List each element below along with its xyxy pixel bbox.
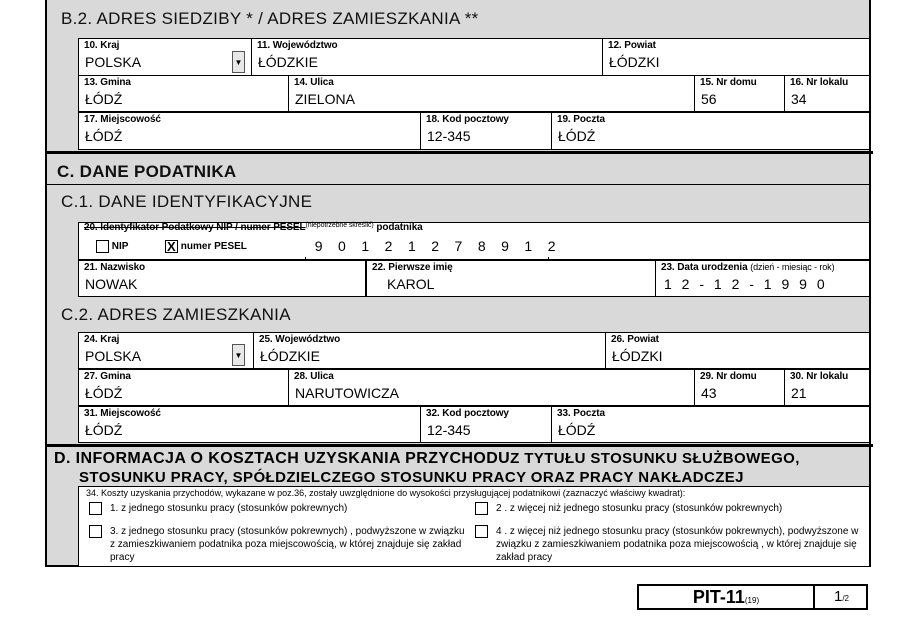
c2-miejscowosc-field[interactable]: 31. Miejscowość ŁÓDŹ bbox=[78, 407, 420, 442]
pesel-digit: 2 bbox=[431, 238, 440, 254]
pesel-option[interactable]: X numer PESEL bbox=[165, 240, 247, 253]
section-c-header: C. DANE PODATNIKA bbox=[57, 162, 237, 181]
imie-field[interactable]: 22. Pierwsze imię KAROL bbox=[365, 261, 655, 296]
form-id: PIT-11(19) bbox=[639, 586, 815, 608]
data-urodzenia-field[interactable]: 23. Data urodzenia (dzień - miesiąc - rok) 1 2 - 1 2 - 1 9 9 0 bbox=[655, 261, 869, 296]
c2-row-3 bbox=[78, 406, 869, 443]
b2-powiat-field[interactable]: 12. Powiat ŁÓDZKI bbox=[602, 39, 869, 75]
section-divider bbox=[47, 151, 873, 154]
c2-kraj-field[interactable]: 24. Kraj POLSKA ▼ bbox=[78, 333, 248, 368]
pesel-digit: 0 bbox=[338, 238, 346, 254]
b2-gmina-field[interactable]: 13. Gmina ŁÓDŹ bbox=[78, 76, 288, 111]
c2-row-1 bbox=[78, 332, 869, 369]
ident-label: 20. Identyfikator Podatkowy NIP / numer PESEL bbox=[84, 222, 306, 233]
pesel-digit: 2 bbox=[547, 238, 556, 254]
section-c2-header: C.2. ADRES ZAMIESZKANIA bbox=[61, 305, 291, 324]
c1-name-row bbox=[78, 260, 869, 297]
c2-ulica-field[interactable]: 28. Ulica NARUTOWICZA bbox=[288, 370, 694, 405]
section-c1-header: C.1. DANE IDENTYFIKACYJNE bbox=[61, 192, 313, 211]
ident-note: (niepotrzebne skreślić) bbox=[305, 222, 374, 229]
c2-row-2 bbox=[78, 369, 869, 406]
b2-kraj-field[interactable]: 10. Kraj POLSKA ▼ bbox=[78, 39, 248, 75]
q34-checkbox-2[interactable] bbox=[475, 502, 488, 515]
b2-miejscowosc-field[interactable]: 17. Miejscowość ŁÓDŹ bbox=[78, 113, 420, 149]
pesel-digit: 7 bbox=[454, 238, 463, 254]
q34-label: 34. Koszty uzyskania przychodów, wykazane w poz.36, zostały uwzględnione do wysokości przysługującej podatnikowi (zaznaczyć właściwy kwadrat): bbox=[86, 488, 686, 498]
b2-poczta-field[interactable]: 19. Poczta ŁÓDŹ bbox=[551, 113, 869, 149]
b2-kod-field[interactable]: 18. Kod pocztowy 12-345 bbox=[420, 113, 551, 149]
pesel-digit: 1 bbox=[361, 238, 370, 254]
c2-nr-lokalu-field[interactable]: 30. Nr lokalu 21 bbox=[784, 370, 869, 405]
c1-ident-row bbox=[78, 222, 869, 260]
form-footer bbox=[637, 584, 868, 610]
c2-gmina-field[interactable]: 27. Gmina ŁÓDŹ bbox=[78, 370, 288, 405]
pesel-checkbox[interactable] bbox=[165, 240, 178, 253]
q34-checkbox-3[interactable] bbox=[89, 525, 102, 538]
chevron-down-icon[interactable]: ▼ bbox=[232, 344, 245, 366]
c2-nr-domu-field[interactable]: 29. Nr domu 43 bbox=[694, 370, 784, 405]
pesel-digit: 1 bbox=[524, 238, 533, 254]
section-b2-header: B.2. ADRES SIEDZIBY * / ADRES ZAMIESZKANIA ** bbox=[61, 9, 479, 28]
b2-wojewodztwo-field[interactable]: 11. Województwo ŁÓDZKIE bbox=[251, 39, 601, 75]
nip-checkbox[interactable] bbox=[96, 240, 109, 253]
b2-ulica-field[interactable]: 14. Ulica ZIELONA bbox=[288, 76, 694, 111]
q34-checkbox-4[interactable] bbox=[475, 525, 488, 538]
nazwisko-field[interactable]: 21. Nazwisko NOWAK bbox=[78, 261, 365, 296]
pesel-digit: 2 bbox=[384, 238, 393, 254]
pesel-digits[interactable] bbox=[307, 238, 563, 254]
d-q34-box: 34. Koszty uzyskania przychodów, wykazane w poz.36, zostały uwzględnione do wysokości przysługującej podatnikowi (zaznaczyć właściwy kwadrat): 1. z jednego stosunku pracy (stosunków pokrewnych) 2 . z więcej niż jednego stosunku pracy (stosunków pokrewnych) 3. z jednego stosunku pracy (stosunków pokrewnych) , podwyższone w związku z zamieszkiwaniem podatnika poza miejscowością, w której znajduje się zakład pracy 4 . z więcej niż jednego stosunku pracy (stosunków pokrewnych), podwyższone w związku z zamieszkiwaniem podatnika poza miejscowością , w której znajduje się zakład pracy bbox=[78, 486, 869, 566]
c2-powiat-field[interactable]: 26. Powiat ŁÓDZKI bbox=[605, 333, 869, 368]
ident-suffix: podatnika bbox=[376, 222, 423, 233]
page-number: 1/2 bbox=[833, 588, 849, 605]
chevron-down-icon[interactable]: ▼ bbox=[232, 51, 245, 73]
b2-row-3 bbox=[78, 112, 869, 150]
c2-poczta-field[interactable]: 33. Poczta ŁÓDŹ bbox=[551, 407, 869, 442]
b2-row-2 bbox=[78, 75, 869, 112]
pesel-digit: 1 bbox=[407, 238, 416, 254]
c2-kod-field[interactable]: 32. Kod pocztowy 12-345 bbox=[420, 407, 551, 442]
pesel-digit: 8 bbox=[477, 238, 486, 254]
pesel-digit: 9 bbox=[314, 238, 323, 254]
section-divider bbox=[47, 444, 873, 447]
q34-checkbox-1[interactable] bbox=[89, 502, 102, 515]
pit11-form bbox=[45, 0, 871, 567]
section-d-header-line2: STOSUNKU PRACY, SPÓŁDZIELCZEGO STOSUNKU PRACY ORAZ PRACY NAKŁADCZEJ bbox=[79, 469, 744, 486]
pesel-digit: 9 bbox=[501, 238, 509, 254]
b2-nr-domu-field[interactable]: 15. Nr domu 56 bbox=[694, 76, 784, 111]
c1-ident-field bbox=[78, 223, 869, 259]
c2-wojewodztwo-field[interactable]: 25. Województwo ŁÓDZKIE bbox=[253, 333, 603, 368]
section-d-header: D. INFORMACJA O KOSZTACH UZYSKANIA PRZYCHODUZ TYTUŁU STOSUNKU SŁUŻBOWEGO, bbox=[54, 450, 800, 467]
nip-option[interactable]: NIP bbox=[96, 240, 128, 253]
b2-row-1 bbox=[78, 38, 869, 76]
divider bbox=[47, 184, 869, 185]
b2-nr-lokalu-field[interactable]: 16. Nr lokalu 34 bbox=[784, 76, 869, 111]
